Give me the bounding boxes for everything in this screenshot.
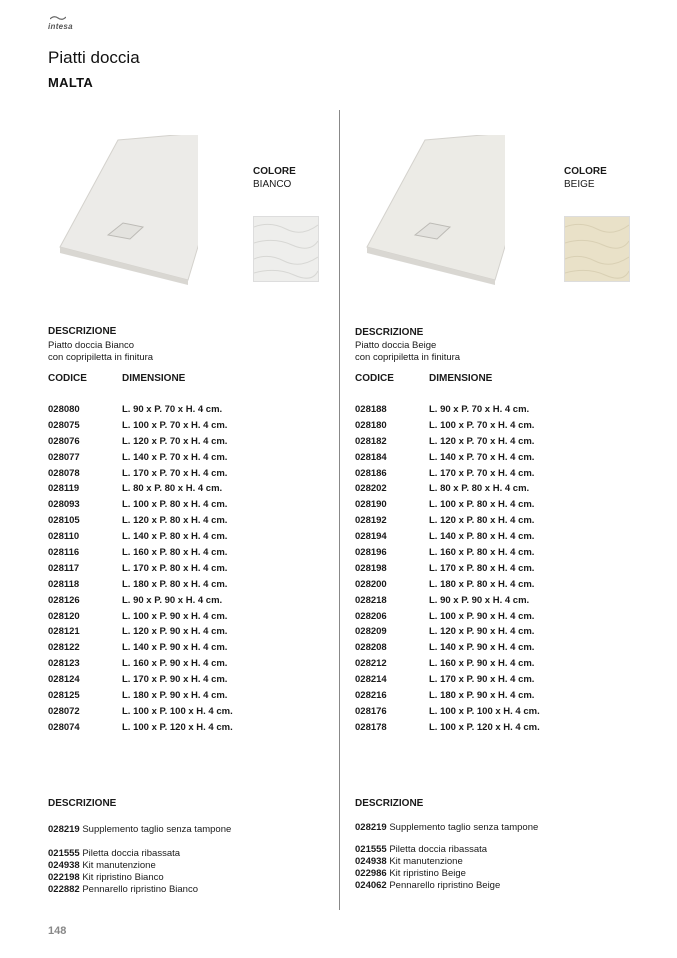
product-code: 028214 — [355, 674, 387, 686]
product-dimension: L. 160 x P. 80 x H. 4 cm. — [429, 547, 535, 559]
page-subtitle: MALTA — [48, 75, 94, 90]
accessory-code: 021555 — [48, 848, 80, 859]
product-code: 028105 — [48, 515, 80, 527]
product-dimension: L. 90 x P. 90 x H. 4 cm. — [122, 594, 223, 606]
product-code: 028212 — [355, 658, 387, 670]
table-row — [48, 626, 348, 642]
product-code: 028120 — [48, 610, 80, 622]
accessory-code: 028219 — [48, 824, 80, 835]
page-number: 148 — [48, 925, 67, 937]
accessory-item — [48, 860, 156, 871]
product-code: 028180 — [355, 419, 387, 431]
shower-tray-image — [48, 135, 198, 285]
descrizione-label: DESCRIZIONE — [355, 327, 424, 338]
table-row — [355, 420, 655, 436]
table-row — [355, 674, 655, 690]
product-dimension: L. 100 x P. 100 x H. 4 cm. — [122, 705, 233, 717]
accessory-text: Piletta doccia ribassata — [82, 848, 181, 859]
product-dimension: L. 120 x P. 90 x H. 4 cm. — [429, 626, 535, 638]
product-dimension: L. 100 x P. 90 x H. 4 cm. — [122, 610, 228, 622]
table-row — [48, 595, 348, 611]
product-code: 028118 — [48, 578, 80, 590]
product-code: 028218 — [355, 594, 387, 606]
product-code: 028116 — [48, 547, 80, 559]
table-row — [48, 547, 348, 563]
table-row — [355, 436, 655, 452]
product-code: 028208 — [355, 642, 387, 654]
table-row — [355, 515, 655, 531]
product-code: 028125 — [48, 690, 80, 702]
accessory-item — [355, 880, 500, 891]
table-row — [355, 468, 655, 484]
table-row — [355, 547, 655, 563]
table-row — [48, 420, 348, 436]
table-row — [355, 722, 655, 738]
product-dimension: L. 170 x P. 80 x H. 4 cm. — [429, 562, 535, 574]
product-dimension: L. 140 x P. 70 x H. 4 cm. — [429, 451, 535, 463]
table-row — [48, 674, 348, 690]
descrizione-line: con copripiletta in finitura — [355, 352, 461, 363]
descrizione-line: con copripiletta in finitura — [48, 352, 154, 363]
accessory-item — [48, 884, 198, 895]
table-row — [355, 626, 655, 642]
table-row — [48, 452, 348, 468]
table-row — [355, 531, 655, 547]
product-dimension: L. 170 x P. 80 x H. 4 cm. — [122, 562, 228, 574]
table-row — [355, 579, 655, 595]
product-dimension: L. 120 x P. 80 x H. 4 cm. — [122, 515, 228, 527]
colore-value: BEIGE — [564, 179, 595, 190]
accessory-text: Supplemento taglio senza tampone — [389, 822, 539, 833]
accessory-item — [48, 824, 231, 835]
descrizione-line: Piatto doccia Bianco — [48, 340, 135, 351]
product-code: 028182 — [355, 435, 387, 447]
product-table — [355, 404, 655, 738]
product-code: 028078 — [48, 467, 80, 479]
product-code: 028122 — [48, 642, 80, 654]
table-row — [48, 483, 348, 499]
product-code: 028074 — [48, 721, 80, 733]
product-dimension: L. 160 x P. 80 x H. 4 cm. — [122, 547, 228, 559]
shower-tray-image — [355, 135, 505, 285]
descrizione-line: Piatto doccia Beige — [355, 340, 437, 351]
product-code: 028121 — [48, 626, 80, 638]
product-code: 028077 — [48, 451, 80, 463]
product-code: 028190 — [355, 499, 387, 511]
table-row — [48, 722, 348, 738]
product-dimension: L. 80 x P. 80 x H. 4 cm. — [429, 483, 530, 495]
accessory-text: Kit ripristino Beige — [389, 868, 466, 879]
product-code: 028184 — [355, 451, 387, 463]
colore-value: BIANCO — [253, 179, 292, 190]
accessory-text: Supplemento taglio senza tampone — [82, 824, 232, 835]
product-dimension: L. 140 x P. 80 x H. 4 cm. — [429, 531, 535, 543]
accessory-item — [355, 844, 487, 855]
product-dimension: L. 160 x P. 90 x H. 4 cm. — [122, 658, 228, 670]
product-code: 028110 — [48, 531, 80, 543]
table-row — [355, 642, 655, 658]
product-code: 028200 — [355, 578, 387, 590]
accessory-code: 022198 — [48, 872, 80, 883]
product-dimension: L. 100 x P. 100 x H. 4 cm. — [429, 705, 540, 717]
table-row — [48, 404, 348, 420]
product-dimension: L. 120 x P. 70 x H. 4 cm. — [122, 435, 228, 447]
product-dimension: L. 170 x P. 90 x H. 4 cm. — [429, 674, 535, 686]
brand-logo: intesa — [48, 22, 73, 31]
accessory-text: Kit manutenzione — [82, 860, 156, 871]
product-dimension: L. 90 x P. 70 x H. 4 cm. — [122, 404, 223, 415]
product-dimension: L. 100 x P. 90 x H. 4 cm. — [429, 610, 535, 622]
product-table — [48, 404, 348, 738]
product-dimension: L. 140 x P. 70 x H. 4 cm. — [122, 451, 228, 463]
table-row — [355, 563, 655, 579]
product-dimension: L. 120 x P. 90 x H. 4 cm. — [122, 626, 228, 638]
table-row — [355, 452, 655, 468]
product-code: 028192 — [355, 515, 387, 527]
table-row — [48, 499, 348, 515]
table-row — [48, 563, 348, 579]
accessory-code: 024062 — [355, 880, 387, 891]
accessory-item — [355, 856, 463, 867]
table-row — [48, 515, 348, 531]
table-row — [48, 658, 348, 674]
dimensione-header: DIMENSIONE — [429, 373, 493, 384]
product-dimension: L. 180 x P. 80 x H. 4 cm. — [122, 578, 228, 590]
product-dimension: L. 100 x P. 80 x H. 4 cm. — [122, 499, 228, 511]
product-code: 028176 — [355, 705, 387, 717]
product-dimension: L. 140 x P. 90 x H. 4 cm. — [122, 642, 228, 654]
product-code: 028119 — [48, 483, 80, 495]
codice-header: CODICE — [355, 373, 394, 384]
accessory-text: Pennarello ripristino Beige — [389, 880, 501, 891]
product-code: 028072 — [48, 705, 80, 717]
table-row — [48, 579, 348, 595]
accessory-text: Kit manutenzione — [389, 856, 463, 867]
accessory-item — [48, 848, 180, 859]
product-dimension: L. 100 x P. 120 x H. 4 cm. — [429, 721, 540, 733]
accessory-code: 028219 — [355, 822, 387, 833]
colore-label: COLORE — [564, 166, 607, 177]
page-title: Piatti doccia — [48, 48, 140, 67]
product-dimension: L. 100 x P. 70 x H. 4 cm. — [429, 419, 535, 431]
product-dimension: L. 170 x P. 90 x H. 4 cm. — [122, 674, 228, 686]
product-code: 028076 — [48, 435, 80, 447]
accessory-text: Pennarello ripristino Bianco — [82, 884, 198, 895]
codice-header: CODICE — [48, 373, 87, 384]
product-column-beige — [355, 0, 655, 958]
table-row — [355, 499, 655, 515]
table-row — [355, 690, 655, 706]
product-code: 028188 — [355, 404, 387, 415]
accessory-item — [48, 872, 164, 883]
product-dimension: L. 120 x P. 70 x H. 4 cm. — [429, 435, 535, 447]
product-code: 028126 — [48, 594, 80, 606]
product-dimension: L. 180 x P. 80 x H. 4 cm. — [429, 578, 535, 590]
accessory-text: Kit ripristino Bianco — [82, 872, 164, 883]
product-dimension: L. 140 x P. 90 x H. 4 cm. — [429, 642, 535, 654]
product-code: 028194 — [355, 531, 387, 543]
product-code: 028196 — [355, 547, 387, 559]
product-dimension: L. 160 x P. 90 x H. 4 cm. — [429, 658, 535, 670]
product-dimension: L. 170 x P. 70 x H. 4 cm. — [122, 467, 228, 479]
product-code: 028209 — [355, 626, 387, 638]
product-dimension: L. 100 x P. 120 x H. 4 cm. — [122, 721, 233, 733]
product-code: 028075 — [48, 419, 80, 431]
table-row — [355, 595, 655, 611]
product-code: 028093 — [48, 499, 80, 511]
product-dimension: L. 90 x P. 90 x H. 4 cm. — [429, 594, 530, 606]
accessory-item — [355, 868, 466, 879]
product-dimension: L. 80 x P. 80 x H. 4 cm. — [122, 483, 223, 495]
dimensione-header: DIMENSIONE — [122, 373, 186, 384]
product-code: 028216 — [355, 690, 387, 702]
product-code: 028178 — [355, 721, 387, 733]
accessory-code: 024938 — [48, 860, 80, 871]
product-column-bianco — [48, 0, 348, 958]
product-dimension: L. 100 x P. 80 x H. 4 cm. — [429, 499, 535, 511]
descrizione-label: DESCRIZIONE — [48, 326, 117, 337]
accessory-code: 024938 — [355, 856, 387, 867]
table-row — [355, 483, 655, 499]
table-row — [48, 468, 348, 484]
table-row — [355, 404, 655, 420]
table-row — [48, 690, 348, 706]
product-code: 028206 — [355, 610, 387, 622]
table-row — [48, 706, 348, 722]
accessories-label: DESCRIZIONE — [48, 798, 117, 809]
product-code: 028124 — [48, 674, 80, 686]
product-dimension: L. 100 x P. 70 x H. 4 cm. — [122, 419, 228, 431]
table-row — [48, 531, 348, 547]
accessories-label: DESCRIZIONE — [355, 798, 424, 809]
accessory-item — [355, 822, 538, 833]
product-dimension: L. 180 x P. 90 x H. 4 cm. — [429, 690, 535, 702]
table-row — [355, 706, 655, 722]
table-row — [48, 642, 348, 658]
color-swatch-beige — [564, 216, 630, 282]
product-code: 028202 — [355, 483, 387, 495]
product-code: 028198 — [355, 562, 387, 574]
accessory-code: 022882 — [48, 884, 80, 895]
table-row — [48, 436, 348, 452]
product-dimension: L. 140 x P. 80 x H. 4 cm. — [122, 531, 228, 543]
product-code: 028186 — [355, 467, 387, 479]
table-row — [48, 611, 348, 627]
product-code: 028080 — [48, 404, 80, 415]
product-dimension: L. 180 x P. 90 x H. 4 cm. — [122, 690, 228, 702]
color-swatch-bianco — [253, 216, 319, 282]
product-dimension: L. 170 x P. 70 x H. 4 cm. — [429, 467, 535, 479]
product-code: 028123 — [48, 658, 80, 670]
table-row — [355, 611, 655, 627]
table-row — [355, 658, 655, 674]
accessory-code: 022986 — [355, 868, 387, 879]
product-dimension: L. 120 x P. 80 x H. 4 cm. — [429, 515, 535, 527]
accessory-code: 021555 — [355, 844, 387, 855]
accessory-text: Piletta doccia ribassata — [389, 844, 488, 855]
colore-label: COLORE — [253, 166, 296, 177]
product-code: 028117 — [48, 562, 80, 574]
product-dimension: L. 90 x P. 70 x H. 4 cm. — [429, 404, 530, 415]
